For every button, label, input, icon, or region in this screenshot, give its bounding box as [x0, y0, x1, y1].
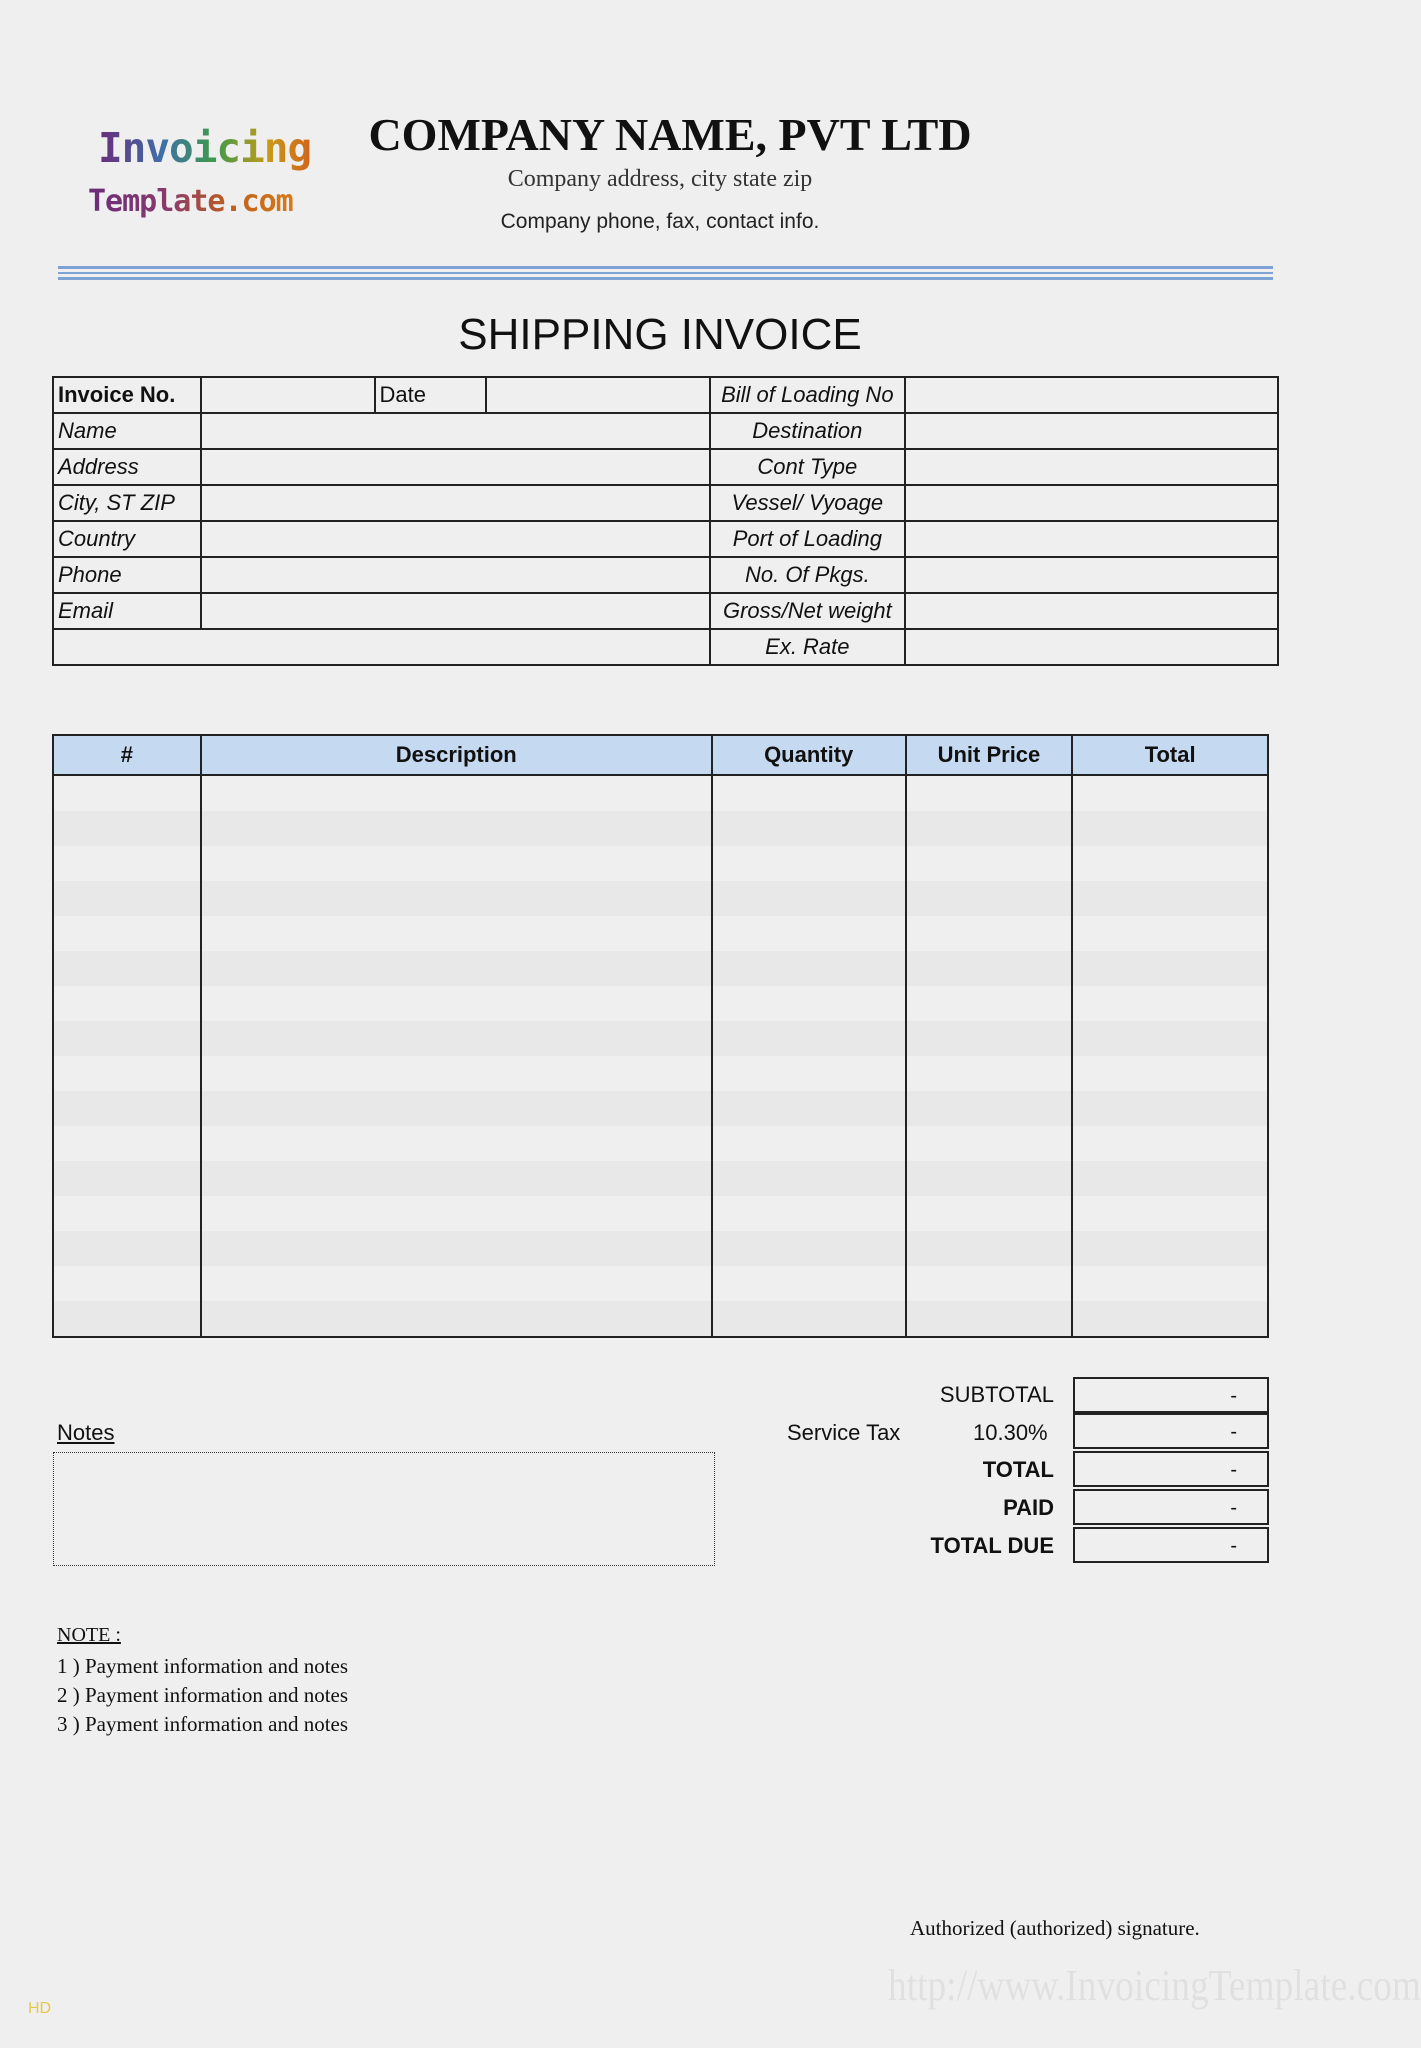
logo-text-template: Template.com — [88, 184, 293, 219]
paid-value: - — [1230, 1497, 1237, 1519]
document-title: SHIPPING INVOICE — [458, 310, 862, 359]
item-cell[interactable] — [712, 1266, 906, 1301]
item-cell[interactable] — [1072, 846, 1268, 881]
item-cell[interactable] — [1072, 986, 1268, 1021]
paid-box[interactable] — [1073, 1489, 1269, 1525]
table-row — [53, 846, 1268, 881]
item-cell[interactable] — [1072, 1196, 1268, 1231]
pkgs-label: No. Of Pkgs. — [710, 557, 905, 593]
item-cell[interactable] — [712, 1231, 906, 1266]
item-cell[interactable] — [906, 1091, 1073, 1126]
note-line-1: 1 ) Payment information and notes — [57, 1654, 349, 1678]
table-row — [53, 811, 1268, 846]
item-cell[interactable] — [201, 1091, 712, 1126]
item-cell[interactable] — [53, 1301, 201, 1337]
col-quantity: Quantity — [712, 735, 906, 775]
line-items-body — [53, 775, 1268, 1337]
item-cell[interactable] — [712, 1196, 906, 1231]
table-row — [53, 1231, 1268, 1266]
item-cell[interactable] — [1072, 881, 1268, 916]
item-cell[interactable] — [53, 846, 201, 881]
email-field[interactable] — [201, 593, 710, 629]
ex-rate-field[interactable] — [905, 629, 1278, 665]
bill-of-loading-field[interactable] — [905, 377, 1278, 413]
item-cell[interactable] — [53, 881, 201, 916]
item-cell[interactable] — [906, 1231, 1073, 1266]
header-rule-bottom — [58, 277, 1273, 280]
company-contact: Company phone, fax, contact info. — [500, 210, 820, 233]
table-row — [53, 1161, 1268, 1196]
name-label: Name — [53, 413, 201, 449]
item-cell[interactable] — [712, 1056, 906, 1091]
item-cell[interactable] — [906, 1266, 1073, 1301]
item-cell[interactable] — [712, 811, 906, 846]
item-cell[interactable] — [1072, 916, 1268, 951]
note-line-2: 2 ) Payment information and notes — [57, 1683, 349, 1707]
total-due-label: TOTAL DUE — [930, 1533, 1054, 1558]
email-label: Email — [53, 593, 201, 629]
name-field[interactable] — [201, 413, 710, 449]
note-line-3: 3 ) Payment information and notes — [57, 1712, 349, 1736]
header-rule-middle — [58, 272, 1273, 274]
item-cell[interactable] — [201, 916, 712, 951]
item-cell[interactable] — [1072, 775, 1268, 811]
invoice-no-field[interactable] — [201, 377, 375, 413]
item-cell[interactable] — [53, 951, 201, 986]
invoice-no-label: Invoice No. — [53, 377, 201, 413]
country-field[interactable] — [201, 521, 710, 557]
item-cell[interactable] — [53, 1266, 201, 1301]
address-field[interactable] — [201, 449, 710, 485]
table-row — [53, 951, 1268, 986]
item-cell[interactable] — [53, 1126, 201, 1161]
item-cell[interactable] — [906, 811, 1073, 846]
ex-rate-label: Ex. Rate — [710, 629, 905, 665]
weight-field[interactable] — [905, 593, 1278, 629]
item-cell[interactable] — [1072, 1056, 1268, 1091]
item-cell[interactable] — [712, 916, 906, 951]
total-box[interactable] — [1073, 1451, 1269, 1487]
item-cell[interactable] — [906, 1126, 1073, 1161]
item-cell[interactable] — [53, 1056, 201, 1091]
note-heading: NOTE : — [57, 1624, 121, 1646]
item-cell[interactable] — [712, 1301, 906, 1337]
total-value: - — [1230, 1459, 1237, 1481]
item-cell[interactable] — [1072, 811, 1268, 846]
item-cell[interactable] — [53, 1231, 201, 1266]
authorized-signature: Authorized (authorized) signature. — [910, 1916, 1200, 1940]
customer-info-table — [52, 376, 1279, 666]
col-total: Total — [1072, 735, 1268, 775]
item-cell[interactable] — [201, 1266, 712, 1301]
item-cell[interactable] — [712, 881, 906, 916]
col-description: Description — [201, 735, 712, 775]
table-row — [53, 775, 1268, 811]
item-cell[interactable] — [712, 1021, 906, 1056]
subtotal-value: - — [1230, 1385, 1237, 1407]
table-row — [53, 1266, 1268, 1301]
service-tax-box[interactable] — [1073, 1413, 1269, 1449]
item-cell[interactable] — [712, 986, 906, 1021]
subtotal-label: SUBTOTAL — [939, 1382, 1054, 1407]
item-cell[interactable] — [906, 1161, 1073, 1196]
item-cell[interactable] — [906, 986, 1073, 1021]
table-row — [53, 1126, 1268, 1161]
table-row — [53, 1301, 1268, 1337]
port-of-loading-label: Port of Loading — [710, 521, 905, 557]
item-cell[interactable] — [201, 1196, 712, 1231]
total-label: TOTAL — [982, 1457, 1054, 1482]
item-cell[interactable] — [906, 951, 1073, 986]
paid-label: PAID — [1003, 1495, 1054, 1520]
item-cell[interactable] — [53, 1091, 201, 1126]
item-cell[interactable] — [712, 951, 906, 986]
col-unit-price: Unit Price — [906, 735, 1073, 775]
company-address: Company address, city state zip — [507, 166, 813, 192]
phone-field[interactable] — [201, 557, 710, 593]
notes-label: Notes — [57, 1420, 115, 1445]
item-cell[interactable] — [712, 775, 906, 811]
city-label: City, ST ZIP — [53, 485, 201, 521]
item-cell[interactable] — [906, 916, 1073, 951]
item-cell[interactable] — [712, 846, 906, 881]
item-cell[interactable] — [53, 775, 201, 811]
item-cell[interactable] — [712, 1091, 906, 1126]
item-cell[interactable] — [712, 1161, 906, 1196]
destination-field[interactable] — [905, 413, 1278, 449]
vessel-label: Vessel/ Vyoage — [710, 485, 905, 521]
item-cell[interactable] — [53, 986, 201, 1021]
blank-field[interactable] — [53, 629, 710, 665]
item-cell[interactable] — [1072, 1301, 1268, 1337]
country-label: Country — [53, 521, 201, 557]
cont-type-field[interactable] — [905, 449, 1278, 485]
item-cell[interactable] — [201, 811, 712, 846]
address-label: Address — [53, 449, 201, 485]
header-rule-top — [58, 266, 1273, 269]
service-tax-value: - — [1230, 1421, 1237, 1443]
item-cell[interactable] — [201, 1161, 712, 1196]
table-row — [53, 1021, 1268, 1056]
hd-badge: HD — [28, 2000, 52, 2017]
item-cell[interactable] — [53, 811, 201, 846]
item-cell[interactable] — [1072, 1126, 1268, 1161]
item-cell[interactable] — [201, 1021, 712, 1056]
line-items-table — [52, 734, 1269, 1338]
bill-of-loading-label: Bill of Loading No — [710, 377, 905, 413]
total-due-value: - — [1230, 1535, 1237, 1557]
table-row — [53, 916, 1268, 951]
item-cell[interactable] — [1072, 1266, 1268, 1301]
item-cell[interactable] — [1072, 951, 1268, 986]
item-cell[interactable] — [201, 881, 712, 916]
item-cell[interactable] — [906, 846, 1073, 881]
item-cell[interactable] — [1072, 1161, 1268, 1196]
item-cell[interactable] — [53, 1196, 201, 1231]
logo-text-invoicing: Invoicing — [98, 124, 312, 172]
table-row — [53, 986, 1268, 1021]
subtotal-box[interactable] — [1073, 1377, 1269, 1413]
table-row — [53, 1091, 1268, 1126]
item-cell[interactable] — [906, 1196, 1073, 1231]
item-cell[interactable] — [201, 1126, 712, 1161]
city-field[interactable] — [201, 485, 710, 521]
service-tax-rate[interactable]: 10.30% — [973, 1420, 1048, 1445]
item-cell[interactable] — [906, 1056, 1073, 1091]
item-cell[interactable] — [53, 1021, 201, 1056]
notes-input[interactable] — [53, 1452, 715, 1566]
table-row — [53, 1056, 1268, 1091]
col-number: # — [53, 735, 201, 775]
item-cell[interactable] — [906, 881, 1073, 916]
weight-label: Gross/Net weight — [710, 593, 905, 629]
item-cell[interactable] — [906, 775, 1073, 811]
watermark-url: http://www.InvoicingTemplate.com — [888, 1961, 1421, 2010]
vessel-field[interactable] — [905, 485, 1278, 521]
item-cell[interactable] — [1072, 1091, 1268, 1126]
item-cell[interactable] — [201, 1231, 712, 1266]
table-row — [53, 881, 1268, 916]
item-cell[interactable] — [201, 986, 712, 1021]
table-row — [53, 1196, 1268, 1231]
item-cell[interactable] — [1072, 1021, 1268, 1056]
item-cell[interactable] — [906, 1301, 1073, 1337]
item-cell[interactable] — [201, 951, 712, 986]
pkgs-field[interactable] — [905, 557, 1278, 593]
date-field[interactable] — [486, 377, 710, 413]
service-tax-label: Service Tax — [787, 1420, 901, 1445]
item-cell[interactable] — [201, 775, 712, 811]
date-label: Date — [375, 377, 487, 413]
item-cell[interactable] — [712, 1126, 906, 1161]
port-of-loading-field[interactable] — [905, 521, 1278, 557]
item-cell[interactable] — [53, 1161, 201, 1196]
item-cell[interactable] — [201, 1056, 712, 1091]
destination-label: Destination — [710, 413, 905, 449]
item-cell[interactable] — [53, 916, 201, 951]
item-cell[interactable] — [1072, 1231, 1268, 1266]
item-cell[interactable] — [201, 1301, 712, 1337]
item-cell[interactable] — [906, 1021, 1073, 1056]
cont-type-label: Cont Type — [710, 449, 905, 485]
item-cell[interactable] — [201, 846, 712, 881]
company-name: COMPANY NAME, PVT LTD — [368, 109, 972, 160]
phone-label: Phone — [53, 557, 201, 593]
total-due-box[interactable] — [1073, 1527, 1269, 1563]
